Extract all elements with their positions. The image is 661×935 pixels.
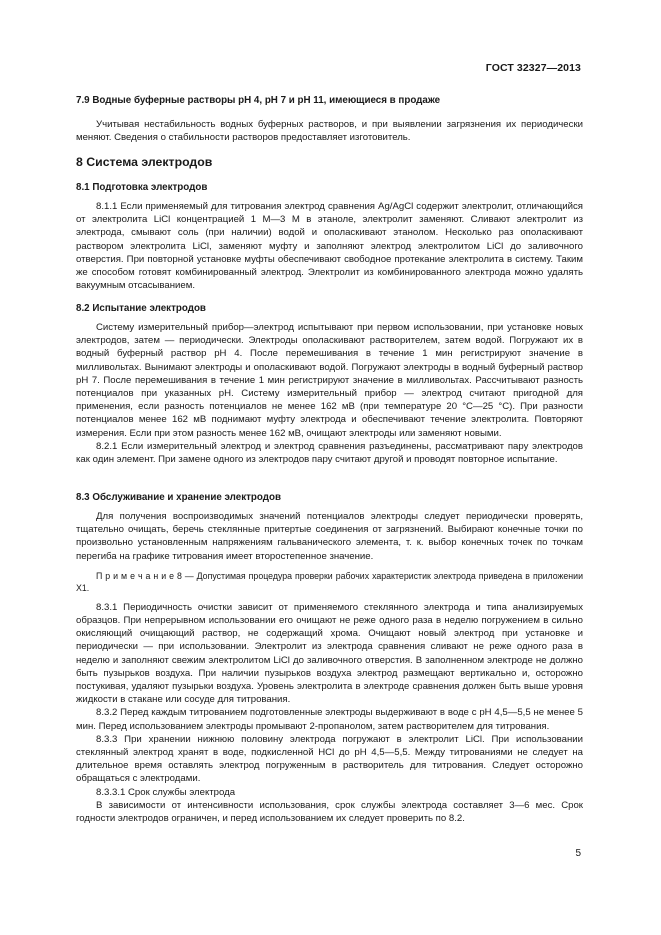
paragraph: В зависимости от интенсивности использования, срок службы электрода составляет 3—6 мес. Срок годности электродов ограничен, и перед использованием их следует проверить по 8.2. bbox=[76, 799, 583, 825]
section-7-9 bbox=[76, 94, 583, 144]
paragraph: Для получения воспроизводимых значений потенциалов электроды следует периодически проверять, тщательно очищать, беречь стеклянные притертые соединения от загрязнений. Выбирают конечные точки по произвольно установленным напряжениям гальванического элемента, т. к. выбор конечных точек по точкам перегиба на графике титрования имеет второстепенное значение. bbox=[76, 511, 583, 562]
section-8-3 bbox=[76, 491, 583, 825]
section-8-2 bbox=[76, 302, 583, 466]
chapter-title: 8 Система электродов bbox=[76, 155, 213, 169]
paragraph: 8.1.1 Если применяемый для титрования электрод сравнения Ag/AgCl содержит электролит, отличающийся от электролита LiCl концентрацией 1 М—3 М в этаноле, электролит заменяют. Сливают электролит из электрода, смывают соль (при наличии) водой и ополаскивают этанолом. Несколько раз ополаскивают раствором электролита LiCl, заменяют муфту и заполняют электрод электролитом LiCl до заливочного отверстия. При повторной установке муфты обеспечивают свободное протекание электролита в систему. Таким же способом готовят комбинированный электрод. Электролит из комбинированного электрода можно удалять вакуумным отсасыванием. bbox=[76, 201, 583, 292]
paragraph: Учитывая нестабильность водных буферных растворов, и при выявлении загрязнения их периодически меняют. Сведения о стабильности растворов предоставляет изготовитель. bbox=[76, 119, 583, 144]
paragraph: 8.3.1 Периодичность очистки зависит от применяемого стеклянного электрода и типа анализируемых образцов. При непрерывном использовании его очищают не реже одного раза в неделю погружением в сильно окисляющий очищающий раствор, не содержащий хрома. Очищают новый электрод при установке и периодически — при использовании. Электролит из электрода сравнения сливают не реже одного раза в неделю и заполняют свежим электролитом LiCl до заливочного отверстия. В заполненном электроде не должно быть пузырьков воздуха. При наличии пузырьков воздуха электрод размещают вертикально и, осторожно постукивая, удаляют пузырьки воздуха. Уровень электролита в электроде сравнения должен быть выше уровня жидкости в стакане или сосуде для титрования. bbox=[76, 601, 583, 706]
document-code: ГОСТ 32327—2013 bbox=[485, 62, 581, 74]
note bbox=[76, 570, 583, 594]
subsection-title: 8.3.3.1 Срок службы электрода bbox=[96, 786, 236, 798]
paragraph: Систему измерительный прибор—электрод испытывают при первом использовании, при установке новых электродов, затем — периодически. Электроды ополаскивают растворителем, затем водой. Погружают их в водный буферный раствор pH 4. После перемешивания в течение 1 мин регистрируют значение в милливольтах. Вынимают электроды и ополаскивают водой. Погружают электроды в водный буферный раствор pH 7. После перемешивания в течение 1 мин регистрируют значение в милливольтах. Рассчитывают разность потенциалов при указанных pH. Систему измерительный прибор — электрод считают пригодной для применения, если разность потенциалов не менее 162 мВ (при температуре 20 °С—25 °С). При разности потенциалов менее 162 мВ поднимают муфту электрода и обеспечивают течение электролита. Повторяют измерения. Если при этом разность менее 162 мВ, очищают электроды или заменяют новыми. bbox=[76, 322, 583, 439]
note-text: — Допустимая процедура проверки рабочих характеристик электрода приведена в приложении Х1. bbox=[76, 570, 583, 593]
section-8 bbox=[76, 155, 583, 170]
note-label: П р и м е ч а н и е 8 bbox=[96, 570, 182, 581]
section-8-1 bbox=[76, 181, 583, 292]
section-title: 8.2 Испытание электродов bbox=[76, 303, 206, 314]
page-number: 5 bbox=[575, 848, 581, 859]
paragraph: 8.3.2 Перед каждым титрованием подготовленные электроды выдерживают в воде с pH 4,5—5,5 не менее 5 мин. Перед использованием электроды промывают 2-пропанолом, затем растворителем для титрования. bbox=[76, 707, 583, 732]
paragraph: 8.3.3 При хранении нижнюю половину электрода погружают в электролит LiCl. При использовании стеклянный электрод хранят в воде, подкисленной HCl до pH 4,5—5,5. Между титрованиями не следует на длительное время оставлять электрод погруженным в растворитель для титрования. Следует осторожно обращаться с электродами. bbox=[76, 733, 583, 785]
section-title: 7.9 Водные буферные растворы pH 4, pH 7 и pH 11, имеющиеся в продаже bbox=[76, 95, 441, 106]
section-title: 8.3 Обслуживание и хранение электродов bbox=[76, 492, 281, 503]
paragraph: 8.2.1 Если измерительный электрод и электрод сравнения разъединены, рассматривают пару электродов как один элемент. При замене одного из электродов пару считают другой и проводят повторное испытание. bbox=[76, 440, 583, 466]
section-title: 8.1 Подготовка электродов bbox=[76, 182, 208, 193]
